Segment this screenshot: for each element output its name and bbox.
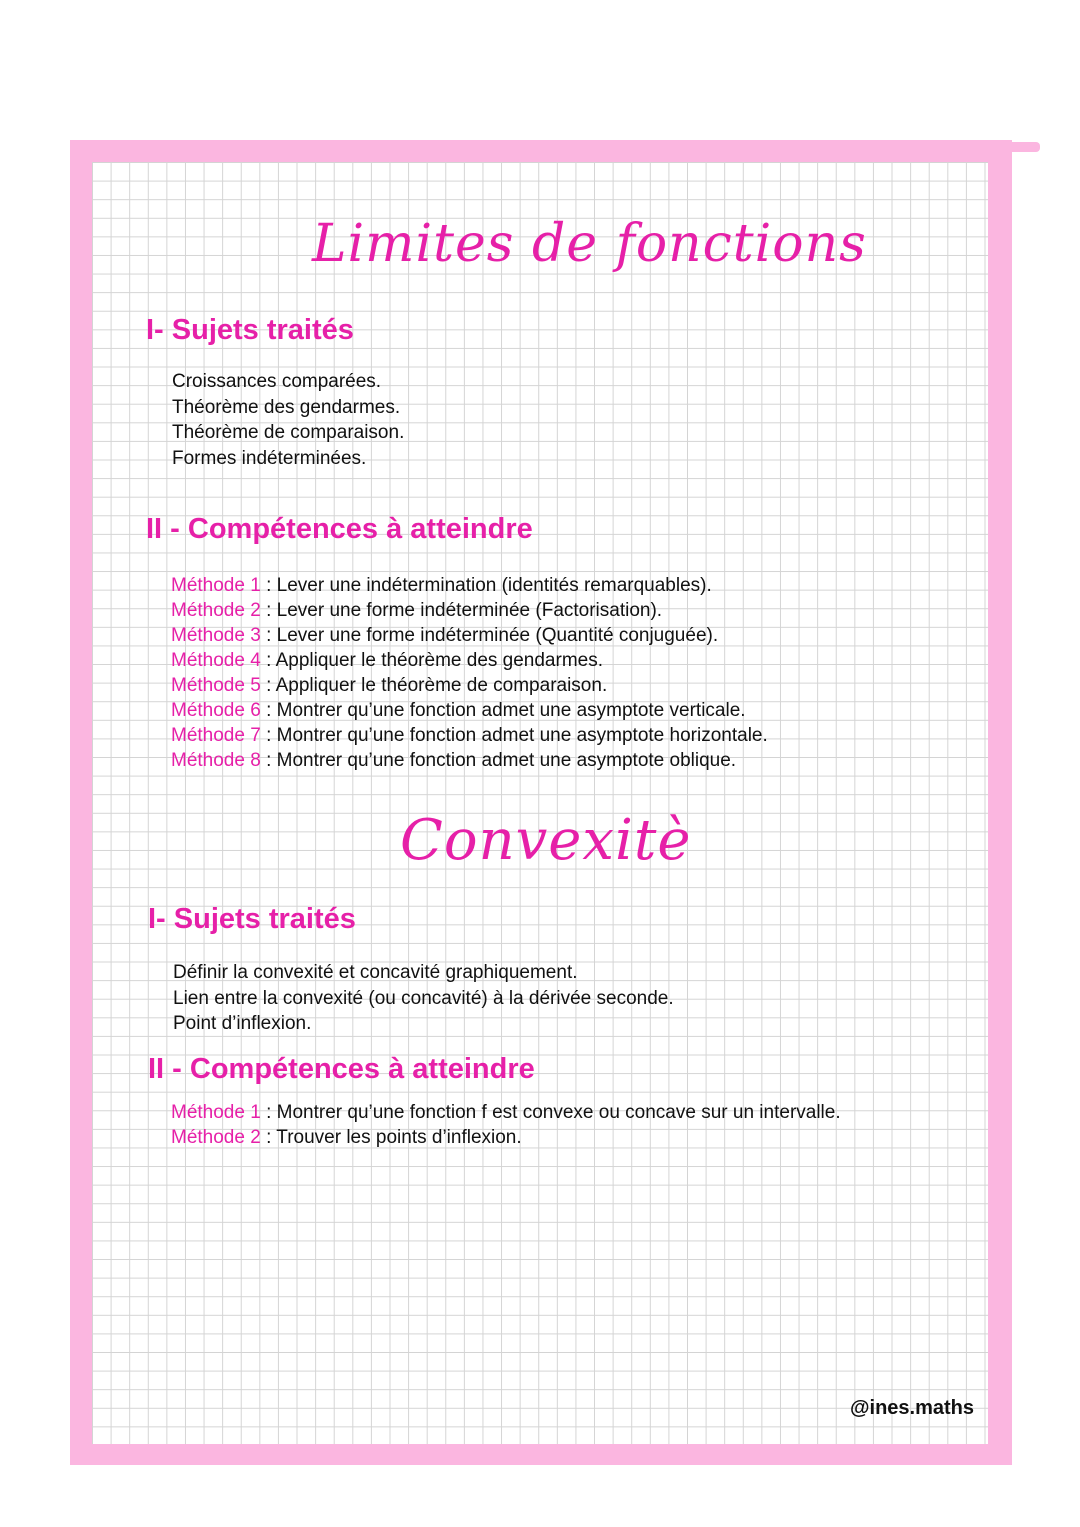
list-item: Point d’inflexion. [173,1013,312,1034]
grid-paper [92,162,988,1444]
method-item [171,623,768,648]
method-label: Méthode 6 [171,700,261,721]
method-item [171,648,768,673]
list-item: Formes indéterminées. [172,447,367,469]
section2-topics-list [173,960,674,1037]
method-item [171,1125,841,1150]
author-signature: @ines.maths [850,1397,974,1419]
section2-title: Convexitè [400,808,692,873]
method-label: Méthode 4 [171,650,261,671]
list-item: Théorème de comparaison. [172,422,405,443]
list-item: Lien entre la convexité (ou concavité) à la dérivée seconde. [173,987,674,1009]
method-text: : Trouver les points d’inflexion. [260,1127,522,1148]
method-text: : Lever une forme indéterminée (Factorisation). [260,600,663,621]
list-item: Théorème des gendarmes. [172,396,401,418]
section2-methods-list [171,1100,841,1150]
pink-frame-stroke [960,142,1040,152]
section1-skills-heading: II - Compétences à atteindre [146,513,533,545]
method-label: Méthode 5 [171,675,261,696]
list-item: Définir la convexité et concavité graphiquement. [173,962,578,983]
method-text: : Lever une indétermination (identités remarquables). [260,575,712,596]
section1-title: Limites de fonctions [312,214,867,274]
method-text: : Lever une forme indéterminée (Quantité conjuguée). [260,625,719,646]
method-label: Méthode 1 [171,575,261,596]
method-item [171,723,768,748]
method-text: : Montrer qu’une fonction admet une asymptote horizontale. [260,725,768,746]
method-item [171,748,768,773]
section1-methods-list [171,573,768,773]
method-item [171,698,768,723]
method-text: : Appliquer le théorème des gendarmes. [260,650,604,671]
method-item [171,673,768,698]
method-text: : Montrer qu’une fonction admet une asymptote verticale. [260,700,746,721]
method-text: : Montrer qu’une fonction f est convexe ou concave sur un intervalle. [260,1102,841,1123]
method-item [171,573,768,598]
method-text: : Montrer qu’une fonction admet une asymptote oblique. [260,750,737,771]
method-label: Méthode 1 [171,1102,261,1123]
method-label: Méthode 8 [171,750,261,771]
method-label: Méthode 2 [171,600,261,621]
method-text: : Appliquer le théorème de comparaison. [260,675,608,696]
method-item [171,598,768,623]
method-label: Méthode 3 [171,625,261,646]
method-label: Méthode 7 [171,725,261,746]
method-item [171,1100,841,1125]
section1-topics-list [172,369,404,471]
section1-topics-heading: I- Sujets traités [146,314,354,346]
section2-topics-heading: I- Sujets traités [148,903,356,935]
list-item: Croissances comparées. [172,371,382,392]
method-label: Méthode 2 [171,1127,261,1148]
section2-skills-heading: II - Compétences à atteindre [148,1053,535,1085]
